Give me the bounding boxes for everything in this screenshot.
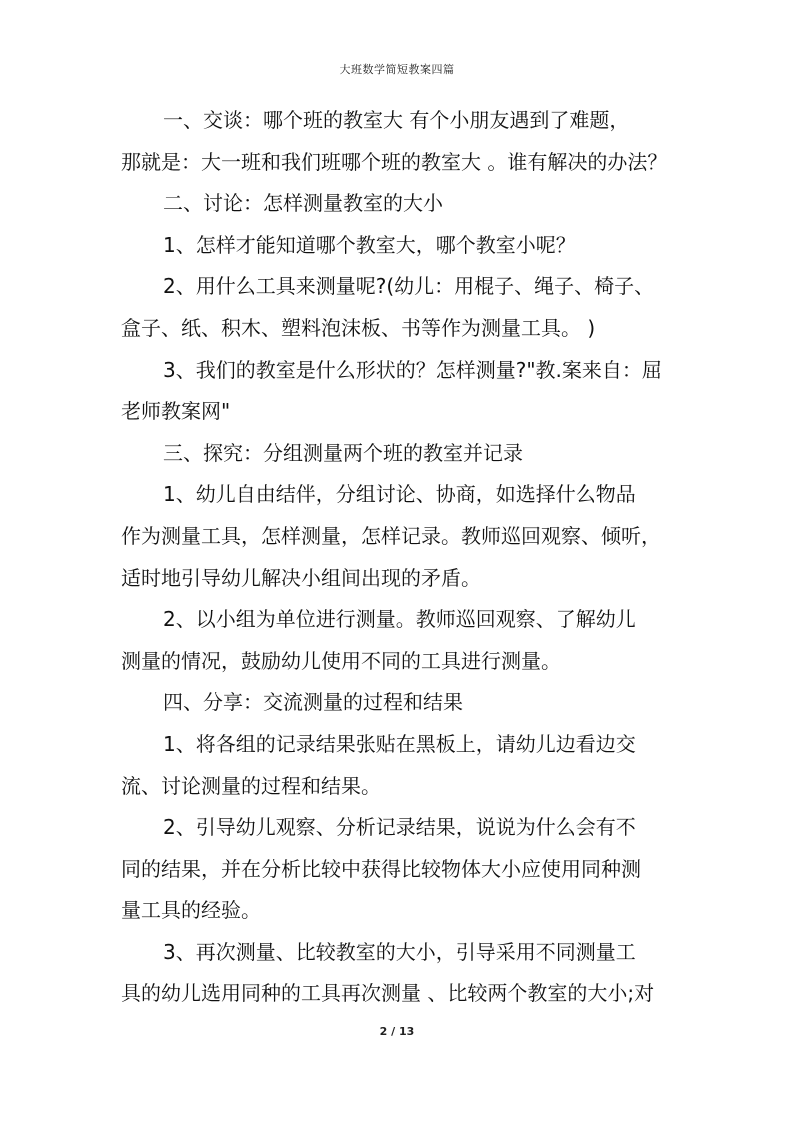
text-line: 具的幼儿选用同种的工具再次测量 、比较两个教室的大小;对 [121,981,655,1006]
text-line: 2、引导幼儿观察、分析记录结果，说说为什么会有不 [163,815,636,840]
text-line: 1、将各组的记录结果张贴在黑板上，请幼儿边看边交 [163,731,636,756]
text-line: 3、再次测量、比较教室的大小，引导采用不同测量工 [163,939,636,964]
text-line: 老师教案网" [121,399,231,424]
text-line: 2、以小组为单位进行测量。教师巡回观察、了解幼儿 [163,607,636,632]
text-line: 测量的情况，鼓励幼儿使用不同的工具进行测量。 [121,648,561,673]
text-line: 作为测量工具，怎样测量，怎样记录。教师巡回观察、倾听， [121,523,661,548]
text-line: 四、分享：交流测量的过程和结果 [163,690,463,715]
text-line: 1、幼儿自由结伴，分组讨论、协商，如选择什么物品 [163,482,636,507]
page-header-title: 大班数学简短教案四篇 [339,63,455,76]
text-line: 二、讨论：怎样测量教室的大小 [163,191,443,216]
text-line: 2、用什么工具来测量呢?(幼儿：用棍子、绳子、椅子、 [163,274,655,299]
text-line: 三、探究：分组测量两个班的教室并记录 [163,440,523,465]
text-line: 同的结果，并在分析比较中获得比较物体大小应使用同种测 [121,856,641,881]
text-line: 一、交谈：哪个班的教室大 有个小朋友遇到了难题， [163,108,630,132]
text-line: 那就是：大一班和我们班哪个班的教室大 。谁有解决的办法？ [121,149,668,174]
text-line: 3、我们的教室是什么形状的？怎样测量?"教.案来自：屈 [163,357,662,382]
text-line: 流、讨论测量的过程和结果。 [121,773,381,798]
text-line: 量工具的经验。 [121,898,261,923]
text-line: 适时地引导幼儿解决小组间出现的矛盾。 [121,565,481,590]
text-line: 1、怎样才能知道哪个教室大，哪个教室小呢？ [163,232,576,257]
text-line: 盒子、纸、积木、塑料泡沫板、书等作为测量工具。 ) [121,315,596,340]
page-number: 2 / 13 [379,1025,415,1038]
document-body [121,100,681,1015]
